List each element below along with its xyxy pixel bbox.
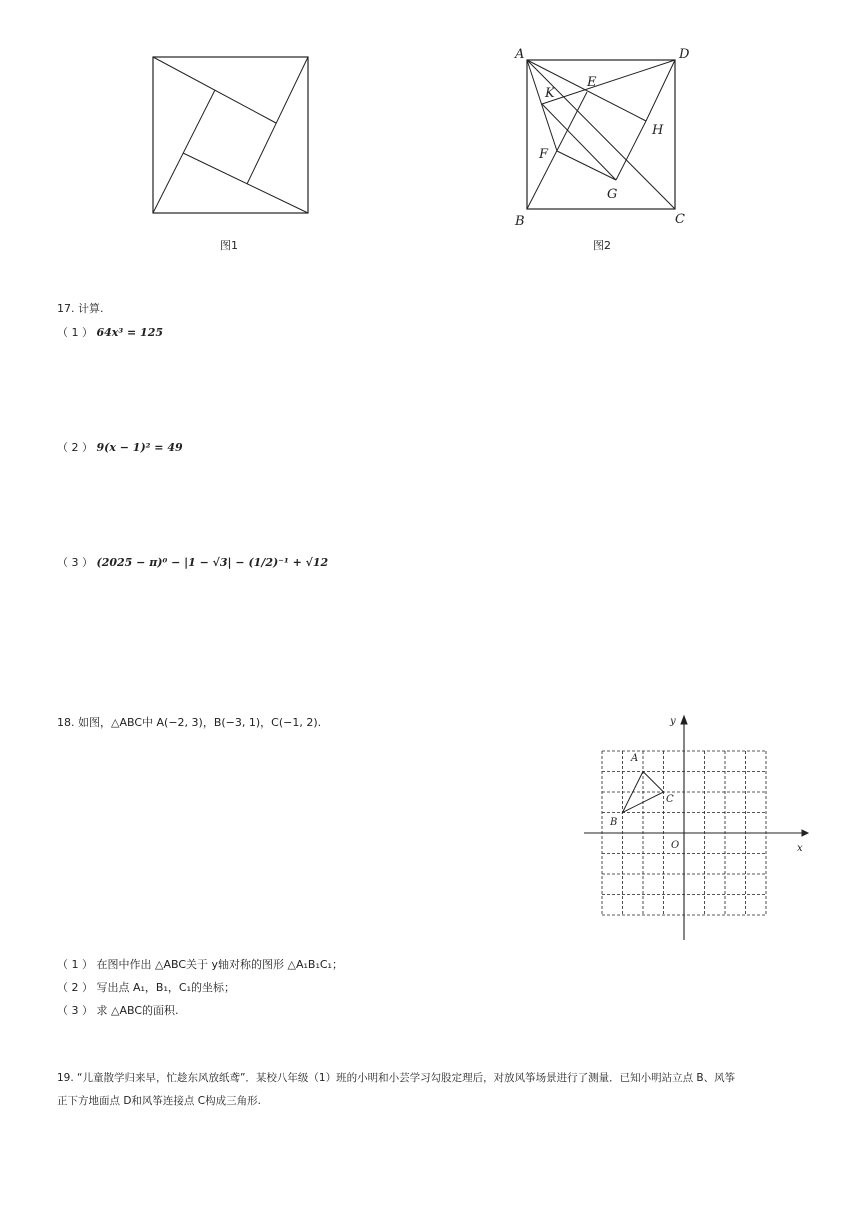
figure-1 [145, 50, 315, 220]
fig2-line-AF [527, 60, 557, 151]
q18-part-2-num: （ 2 ） [57, 981, 93, 994]
q18-part-1-text: 在图中作出 △ABC关于 y轴对称的图形 △A₁B₁C₁； [96, 958, 343, 971]
grid-label-O: O [671, 840, 680, 851]
grid-label-C: C [666, 794, 674, 805]
q18-title: 18. 如图，△ABC中 A(−2, 3)，B(−3, 1)，C(−1, 2). [57, 716, 322, 729]
q18-part-3-text: 求 △ABC的面积. [96, 1004, 179, 1017]
fig1-line [183, 153, 308, 213]
q17-part-2-num: （ 2 ） [57, 441, 93, 454]
fig2-label-B: B [515, 214, 525, 229]
grid-label-y: y [670, 716, 676, 727]
fig2-line-DH [646, 60, 675, 121]
fig1-line [247, 57, 308, 184]
fig2-label-E: E [587, 75, 597, 90]
q17-title: 17. 计算. [57, 302, 104, 315]
grid-label-B: B [610, 817, 618, 828]
q17-part-1-num: （ 1 ） [57, 326, 93, 339]
q19-line-1: 19. “儿童散学归来早，忙趁东风放纸鸢”．某校八年级（1）班的小明和小芸学习勾股定理后，对放风筝场景进行了测量．已知小明站立点 B、风筝 [57, 1072, 736, 1084]
q17-part-2-expr: 9(x − 1)² = 49 [96, 441, 183, 454]
fig2-line-FG [557, 151, 616, 180]
q18-part-1 [57, 958, 343, 972]
fig2-line-KG [542, 104, 616, 180]
q18-coordinate-grid [580, 710, 810, 950]
q17-part-3-num: （ 3 ） [57, 556, 93, 569]
q17-part-3-expr: (2025 − π)⁰ − |1 − √3| − (1/2)⁻¹ + √12 [96, 556, 329, 569]
fig2-label-F: F [539, 147, 549, 162]
y-axis-arrow-icon [681, 716, 687, 724]
figure-2-caption: 图2 [593, 239, 611, 252]
grid-label-A: A [631, 753, 639, 764]
q18-part-2-text: 写出点 A₁，B₁，C₁的坐标； [96, 981, 235, 994]
fig2-label-K: K [545, 86, 555, 101]
fig1-line [153, 90, 215, 213]
q17-part-1 [57, 326, 163, 340]
fig1-outer-square [153, 57, 308, 213]
q18-part-2 [57, 981, 235, 995]
q17-part-1-expr: 64x³ = 125 [96, 326, 164, 339]
x-axis-arrow-icon [802, 830, 808, 836]
fig2-label-G: G [607, 187, 618, 202]
figure-1-caption: 图1 [220, 239, 238, 252]
fig2-label-A: A [515, 47, 525, 62]
fig2-label-D: D [679, 47, 690, 62]
q18-part-3 [57, 1004, 179, 1018]
q17-part-3 [57, 556, 328, 570]
q19-line-2: 正下方地面点 D和风筝连接点 C构成三角形. [57, 1095, 261, 1107]
fig2-line-DK [542, 60, 675, 104]
figure-2 [505, 40, 705, 235]
fig2-label-H: H [652, 123, 664, 138]
q18-part-1-num: （ 1 ） [57, 958, 93, 971]
fig2-label-C: C [675, 212, 685, 227]
grid-label-x: x [797, 843, 803, 854]
q17-part-2 [57, 441, 183, 455]
q18-part-3-num: （ 3 ） [57, 1004, 93, 1017]
fig2-line-HG [616, 121, 646, 180]
